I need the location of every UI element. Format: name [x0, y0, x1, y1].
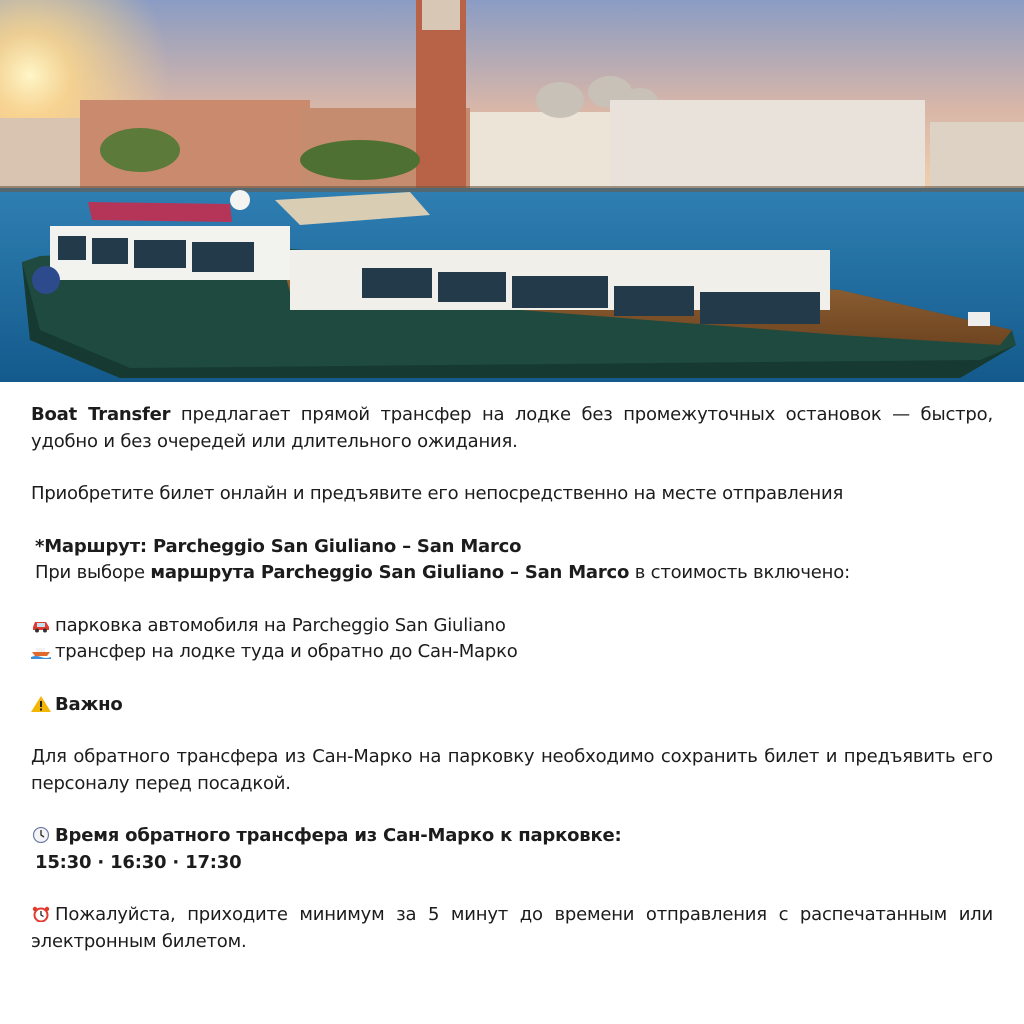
- intro-text: предлагает прямой трансфер на лодке без промежуточных остановок — быстро, удобно и без очередей или длительного ожидания.: [31, 404, 993, 452]
- important-heading-text: Важно: [55, 693, 123, 715]
- reminder-paragraph: [31, 902, 993, 955]
- clock-icon: [31, 827, 51, 843]
- venice-boat-photo: [0, 0, 1024, 382]
- warning-icon: [31, 696, 51, 712]
- important-text: Для обратного трансфера из Сан-Марко на парковку необходимо сохранить билет и предъявить его персоналу перед посадкой.: [31, 746, 993, 794]
- included-item-parking: [31, 613, 993, 640]
- route-choice-prefix: При выборе: [35, 562, 151, 583]
- schedule-times: 15:30 · 16:30 · 17:30: [35, 851, 242, 873]
- route-choice: [31, 560, 993, 587]
- route-choice-suffix: в стоимость включено:: [629, 562, 850, 583]
- included-item-parking-text: парковка автомобиля на Parcheggio San Giuliano: [55, 614, 506, 636]
- description: [31, 402, 993, 955]
- brand-name: Boat Transfer: [31, 404, 171, 425]
- reminder-text: Пожалуйста, приходите минимум за 5 минут до времени отправления с распечатанным или электронным билетом.: [31, 904, 993, 952]
- car-icon: [31, 617, 51, 633]
- included-item-boat-text: трансфер на лодке туда и обратно до Сан-Марко: [55, 641, 518, 662]
- route-heading: *Маршрут: Parcheggio San Giuliano – San Marco: [35, 535, 522, 557]
- schedule-heading-text: Время обратного трансфера из Сан-Марко к парковке:: [55, 825, 622, 846]
- included-item-boat: [31, 639, 993, 666]
- schedule-heading: [31, 823, 993, 850]
- route-choice-bold: маршрута Parcheggio San Giuliano – San Marco: [150, 562, 630, 583]
- intro-paragraph: [31, 402, 993, 455]
- boat-icon: [31, 643, 51, 659]
- purchase-paragraph: Приобретите билет онлайн и предъявите его непосредственно на месте отправления: [31, 483, 844, 504]
- alarm-clock-icon: [31, 906, 51, 922]
- hero-image: [0, 0, 1024, 382]
- important-heading: [31, 692, 993, 719]
